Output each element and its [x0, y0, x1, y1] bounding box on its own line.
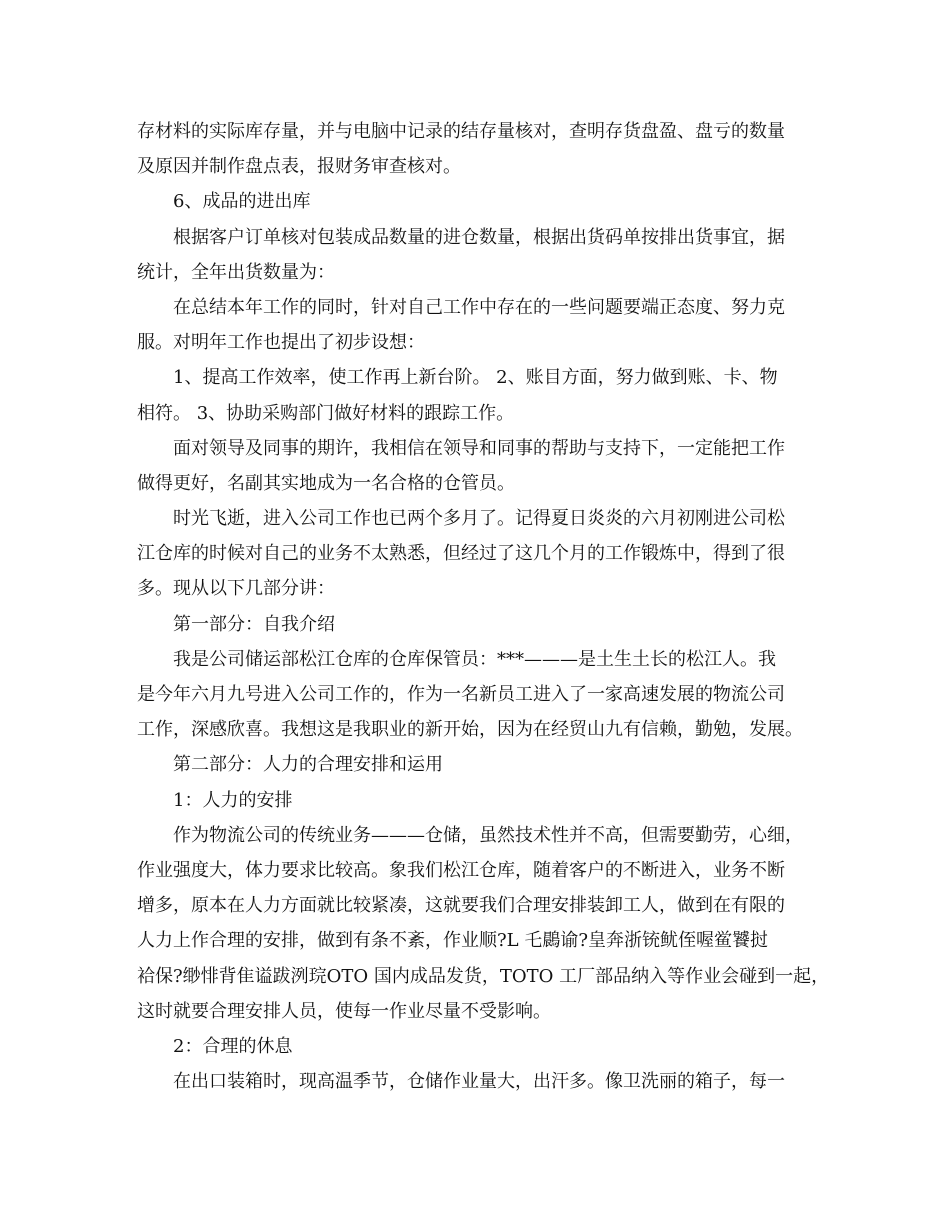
paragraph-line: 作业强度大，体力要求比较高。象我们松江仓库，随着客户的不断进入，业务不断: [137, 859, 785, 881]
paragraph-line: 多。现从以下几部分讲：: [137, 578, 335, 600]
paragraph-line: 作为物流公司的传统业务———仓储，虽然技术性并不高，但需要勤劳，心细，: [173, 824, 803, 846]
paragraph-line: 这时就要合理安排人员，使每一作业尽量不受影响。: [137, 1000, 551, 1022]
paragraph-line: 第一部分：自我介绍: [173, 613, 335, 635]
paragraph-line: 存材料的实际库存量，并与电脑中记录的结存量核对，查明存货盘盈、盘亏的数量: [137, 121, 785, 142]
paragraph-line: 统计，全年出货数量为：: [137, 261, 335, 283]
paragraph-line: 第二部分：人力的合理安排和运用: [173, 754, 443, 776]
document-body: [137, 114, 830, 1099]
paragraph-line: 2：合理的休息: [173, 1035, 293, 1057]
paragraph-line: 时光飞逝，进入公司工作也已两个多月了。记得夏日炎炎的六月初刚进公司松: [173, 508, 785, 530]
paragraph-line: 人力上作合理的安排，做到有条不紊，作业顺?L 乇鷐谕?皇奔浙铳鱿侄喔鲎饕挝: [137, 930, 768, 952]
paragraph-line: 服。对明年工作也提出了初步设想：: [137, 332, 425, 354]
paragraph-line: 是今年六月九号进入公司工作的，作为一名新员工进入了一家高速发展的物流公司: [137, 684, 785, 705]
paragraph-line: 做得更好，名副其实地成为一名合格的仓管员。: [137, 472, 515, 494]
paragraph-line: 面对领导及同事的期许，我相信在领导和同事的帮助与支持下，一定能把工作: [173, 437, 785, 459]
paragraph-line: 在出口装箱时，现高温季节，仓储作业量大，出汗多。像卫洗丽的箱子，每一: [173, 1071, 785, 1093]
paragraph-line: 1：人力的安排: [173, 789, 293, 811]
paragraph-line: 增多，原本在人力方面就比较紧凑，这就要我们合理安排装卸工人，做到在有限的: [137, 895, 785, 917]
paragraph-line: 袷保?缈悱背隹谥跋洌琓OTO 国内成品发货，TOTO 工厂部品纳入等作业会碰到一起，: [137, 965, 830, 987]
paragraph-line: 我是公司储运部松江仓库的仓库保管员：***———是土生土长的松江人。我: [173, 648, 776, 670]
paragraph-line: 及原因并制作盘点表，报财务审查核对。: [137, 156, 461, 178]
paragraph-line: 6、成品的进出库: [173, 191, 311, 213]
paragraph-line: 在总结本年工作的同时，针对自己工作中存在的一些问题要端正态度、努力克: [173, 296, 785, 318]
paragraph-line: 工作，深感欣喜。我想这是我职业的新开始，因为在经贸山九有信赖，勤勉，发展。: [137, 719, 803, 741]
paragraph-line: 相符。 3、协助采购部门做好材料的跟踪工作。: [137, 402, 515, 424]
paragraph-line: 根据客户订单核对包装成品数量的进仓数量，根据出货码单按排出货事宜，据: [173, 226, 785, 248]
paragraph-line: 1、提高工作效率，使工作再上新台阶。 2、账目方面，努力做到账、卡、物: [173, 367, 778, 389]
paragraph-line: 江仓库的时候对自己的业务不太熟悉，但经过了这几个月的工作锻炼中，得到了很: [137, 543, 785, 565]
